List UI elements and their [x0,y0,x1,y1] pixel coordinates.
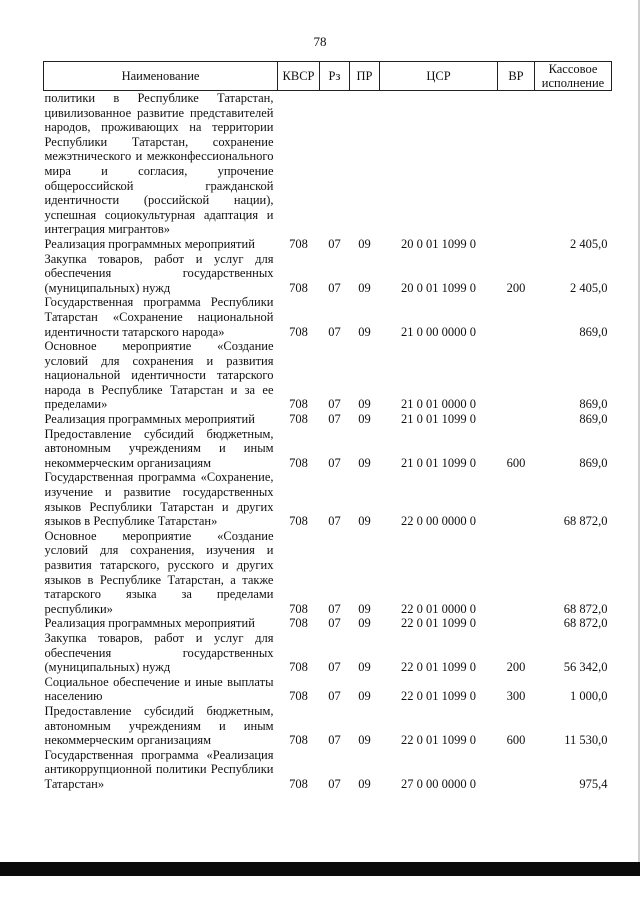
header-rz: Рз [320,62,350,91]
row-rz: 07 [328,660,341,675]
row-rz: 07 [328,733,341,748]
row-csr: 20 0 01 1099 0 [401,236,476,251]
row-vr [498,748,535,792]
row-kvsr: 708 [289,601,308,616]
row-vr [498,295,535,339]
scan-bottom-bar [0,862,640,876]
header-name: Наименование [44,62,278,91]
row-csr: 22 0 01 1099 0 [401,616,476,631]
row-rz: 07 [328,412,341,427]
row-pr: 09 [358,601,371,616]
row-name: Государственная программа «Реализация антикоррупционной политики Республики Татарстан» [44,747,274,791]
table-row [44,412,612,427]
row-name: Предоставление субсидий бюджетным, автономным учреждениям и иным некоммерческим организациям [44,426,274,470]
row-name: Государственная программа «Сохранение, изучение и развитие государственных языков Республики Татарстан и других языков в Республике Татарстан» [44,470,274,529]
row-csr: 22 0 01 1099 0 [401,689,476,704]
row-pr: 09 [358,733,371,748]
row-vr: 200 [506,280,526,295]
row-amount: 975,4 [579,776,608,791]
row-vr [498,470,535,528]
header-vr: ВР [498,62,535,91]
row-csr [380,91,498,237]
row-rz: 07 [328,776,341,791]
header-amount: Кассовое исполнение [535,62,612,91]
row-rz: 07 [328,616,341,631]
row-rz: 07 [328,280,341,295]
row-name: Реализация программных мероприятий [44,236,255,251]
row-kvsr: 708 [289,280,308,295]
row-csr: 22 0 01 1099 0 [401,733,476,748]
page-number: 78 [313,34,327,49]
row-amount: 11 530,0 [564,733,608,748]
row-pr: 09 [358,280,371,295]
row-pr: 09 [358,412,371,427]
row-amount: 68 872,0 [563,616,608,631]
row-kvsr: 708 [289,397,308,412]
row-kvsr: 708 [289,733,308,748]
row-rz: 07 [328,601,341,616]
row-rz: 07 [328,236,341,251]
row-pr: 09 [358,689,371,704]
row-kvsr: 708 [289,776,308,791]
row-amount: 2 405,0 [570,280,608,295]
row-kvsr [278,91,320,237]
row-amount: 68 872,0 [563,601,608,616]
row-kvsr: 708 [289,616,308,631]
row-amount: 68 872,0 [563,514,608,529]
row-amount: 56 342,0 [563,660,608,675]
row-name: Реализация программных мероприятий [44,616,255,631]
row-pr: 09 [358,455,371,470]
row-rz: 07 [328,397,341,412]
row-pr: 09 [358,514,371,529]
table-body [44,91,612,792]
row-csr: 21 0 01 1099 0 [401,412,476,427]
row-rz: 07 [328,514,341,529]
row-pr: 09 [358,324,371,339]
table-row [44,704,612,748]
row-name: Государственная программа Республики Татарстан «Сохранение национальной идентичности татарского народа» [44,295,274,339]
row-amount [535,91,612,237]
row-rz [320,91,350,237]
row-amount: 869,0 [579,397,608,412]
row-csr: 22 0 01 1099 0 [401,660,476,675]
table-row [44,339,612,412]
row-name: Закупка товаров, работ и услуг для обеспечения государственных (муниципальных) нужд [44,630,274,675]
row-kvsr: 708 [289,660,308,675]
row-csr: 20 0 01 1099 0 [401,280,476,295]
row-pr: 09 [358,616,371,631]
table-header-row [44,62,612,91]
row-amount: 869,0 [579,412,608,427]
row-rz: 07 [328,324,341,339]
row-amount: 1 000,0 [570,689,608,704]
row-name: Предоставление субсидий бюджетным, автономным учреждениям и иным некоммерческим организациям [44,703,274,748]
row-name: Закупка товаров, работ и услуг для обеспечения государственных (муниципальных) нужд [44,251,274,295]
row-kvsr: 708 [289,689,308,704]
row-vr: 600 [506,733,526,748]
table-row [44,252,612,296]
budget-table [43,61,612,792]
table-row [44,91,612,237]
table-row [44,427,612,471]
row-kvsr: 708 [289,514,308,529]
row-csr: 21 0 01 0000 0 [401,397,476,412]
table-row [44,295,612,339]
row-amount: 2 405,0 [570,236,608,251]
table-row [44,748,612,792]
row-csr: 21 0 00 0000 0 [401,324,476,339]
table-row [44,631,612,675]
table-row [44,616,612,631]
row-pr: 09 [358,236,371,251]
row-rz: 07 [328,689,341,704]
row-rz: 07 [328,455,341,470]
header-csr: ЦСР [380,62,498,91]
row-vr [498,339,535,412]
table-row [44,529,612,617]
row-csr: 27 0 00 0000 0 [401,776,476,791]
row-vr [498,412,535,427]
row-name: Основное мероприятие «Создание условий для сохранения, изучения и развития татарского, русского и других языков в Республике Татарстан, а также татарского языка за пределами республики» [44,528,274,616]
row-amount: 869,0 [579,455,608,470]
row-vr [498,529,535,617]
row-vr [498,91,535,237]
row-name: Реализация программных мероприятий [44,412,255,427]
row-kvsr: 708 [289,324,308,339]
row-amount: 869,0 [579,324,608,339]
row-vr [498,616,535,631]
row-pr [350,91,380,237]
row-pr: 09 [358,397,371,412]
header-pr: ПР [350,62,380,91]
row-kvsr: 708 [289,236,308,251]
table-row [44,237,612,252]
row-vr: 300 [506,689,526,704]
row-name: Основное мероприятие «Создание условий для сохранения и развития национальной идентичности татарского народа в Республике Татарстан и за ее пределами» [44,339,274,412]
row-csr: 21 0 01 1099 0 [401,455,476,470]
row-kvsr: 708 [289,412,308,427]
table-row [44,470,612,528]
row-pr: 09 [358,660,371,675]
row-csr: 22 0 01 0000 0 [401,601,476,616]
row-name: политики в Республике Татарстан, цивилизованное развитие представителей народов, проживающих на территории Республики Татарстан, сохранение межэтнического и межконфессионального мира и согласия, упрочение общероссийской гражданской идентичности (российской нации), успешная социокультурная адаптация и интеграция мигрантов» [44,91,274,237]
row-csr: 22 0 00 0000 0 [401,514,476,529]
table-row [44,675,612,704]
row-kvsr: 708 [289,455,308,470]
row-name: Социальное обеспечение и иные выплаты населению [44,674,274,704]
row-vr [498,237,535,252]
header-kvsr: КВСР [278,62,320,91]
row-vr: 600 [506,455,526,470]
row-vr: 200 [506,660,526,675]
row-pr: 09 [358,776,371,791]
